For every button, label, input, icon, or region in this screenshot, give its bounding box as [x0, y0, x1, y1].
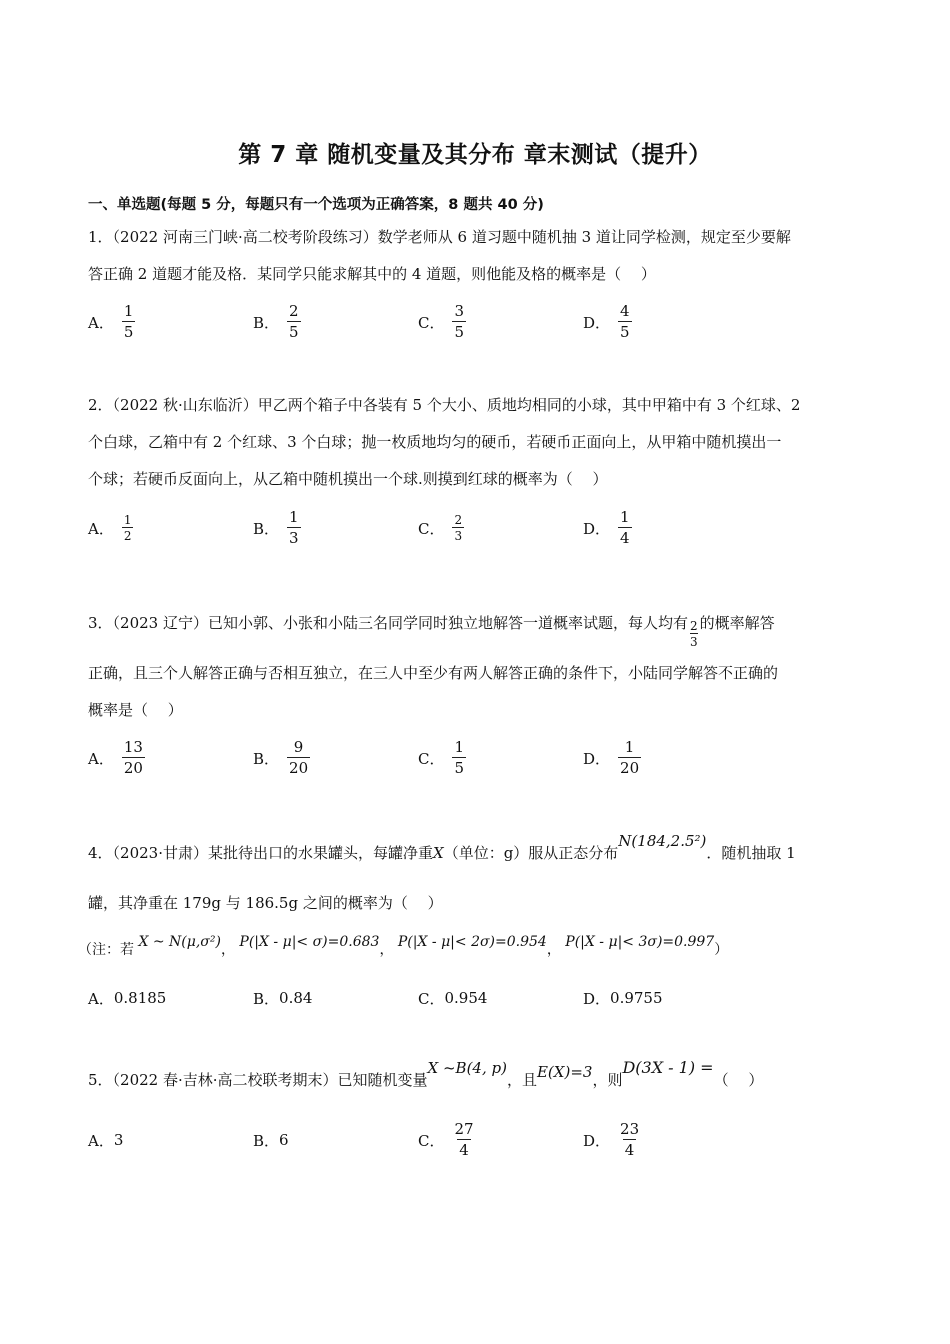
math-normal-distribution: N(184,2.5²): [618, 832, 707, 850]
q5-line-text: 5．（2022 春·吉林·高二校联考期末）已知随机变量: [88, 1071, 428, 1089]
option-label: B．: [253, 749, 280, 768]
q1-line-1: 1．（2022 河南三门峡·高二校考阶段练习）数学老师从 6 道习题中随机抽 3 道让同学检测，规定至少要解: [88, 228, 791, 246]
section-heading: 一、单选题(每题 5 分，每题只有一个选项为正确答案，8 题共 40 分): [88, 197, 544, 213]
math-binomial: X ~B(4, p): [427, 1059, 507, 1077]
option-value: 0.9755: [610, 989, 663, 1007]
q2-option-b: [253, 503, 301, 553]
q4-option-d: [583, 973, 663, 1023]
q2-line-1: 2．（2022 秋·山东临沂）甲乙两个箱子中各装有 5 个大小、质地均相同的小球，其中甲箱中有 3 个红球、2: [88, 396, 801, 414]
option-label: B．: [253, 313, 280, 332]
math-prob-3sigma: P(|X - μ|< 3σ)=0.997: [565, 934, 715, 950]
option-value: 0.8185: [113, 989, 167, 1007]
q5-option-c: [418, 1115, 476, 1165]
option-label: A．: [88, 313, 114, 332]
q5-line-tail: （ ）: [713, 1071, 764, 1089]
fraction: $\frac{1}{2}$: [123, 513, 132, 543]
note-end: ）: [714, 942, 729, 958]
fraction: $\frac{1}{3}$: [289, 508, 299, 547]
fraction: $\frac{4}{5}$: [620, 302, 630, 341]
option-label: C．: [418, 519, 445, 538]
q5-line-mid: ，且: [506, 1071, 537, 1089]
q5-option-a: [88, 1115, 123, 1165]
option-label: B．: [253, 989, 280, 1008]
fraction: $\frac{2}{5}$: [289, 302, 299, 341]
q2-line-2: 个白球，乙箱中有 2 个红球、3 个白球；抛一枚质地均匀的硬币，若硬币正面向上，从甲箱中随机摸出一: [88, 433, 782, 451]
fraction: $\frac{1}{5}$: [123, 302, 134, 341]
option-label: A．: [88, 1131, 114, 1150]
option-label: B．: [253, 519, 280, 538]
math-variance: D(3X - 1) =: [622, 1058, 714, 1077]
fraction: $\frac{1}{4}$: [620, 508, 630, 547]
q1-option-b: [253, 297, 301, 347]
option-value: 6: [279, 1131, 289, 1149]
q4-option-b: [253, 973, 312, 1023]
option-label: A．: [88, 749, 114, 768]
q1-option-a: [88, 297, 135, 347]
q4-note: [78, 934, 729, 960]
fraction: $\frac{1}{20}$: [620, 738, 640, 777]
fraction: $\frac{3}{5}$: [454, 302, 465, 341]
q2-option-d: [583, 503, 632, 553]
note-separator: ，: [220, 942, 235, 958]
math-variable: X: [433, 844, 444, 862]
q3-line-3: 概率是（ ）: [88, 701, 183, 719]
note-separator: ，: [379, 942, 394, 958]
fraction: $\frac{23}{4}$: [620, 1120, 640, 1159]
q3-line-1: [88, 613, 775, 654]
math-prob-2sigma: P(|X - μ|< 2σ)=0.954: [397, 934, 547, 950]
q4-line-1: [88, 832, 796, 863]
option-label: C．: [418, 1131, 445, 1150]
q4-option-a: [88, 973, 166, 1023]
option-label: D．: [583, 519, 611, 538]
q3-option-b: [253, 733, 310, 783]
q5-line: [88, 1058, 764, 1090]
option-label: C．: [418, 313, 445, 332]
option-label: A．: [88, 989, 114, 1008]
q4-options: [88, 973, 788, 1023]
option-label: D．: [583, 1131, 611, 1150]
q3-line-1-text: 3．（2023 辽宁）已知小郭、小张和小陆三名同学同时独立地解答一道概率试题，每人均有: [88, 614, 688, 632]
q3-option-a: [88, 733, 145, 783]
q1-options: [88, 297, 788, 347]
q5-line-mid-2: ，则: [592, 1071, 623, 1089]
math-prob-1sigma: P(|X - μ|< σ)=0.683: [239, 934, 380, 950]
q2-options: [88, 503, 788, 553]
q2-line-3: 个球；若硬币反面向上，从乙箱中随机摸出一个球.则摸到红球的概率为（ ）: [88, 470, 608, 488]
q5-option-b: [253, 1115, 289, 1165]
option-label: A．: [88, 519, 114, 538]
q1-option-c: [418, 297, 466, 347]
q4-line-1-text: 4．（2023·甘肃）某批待出口的水果罐头，每罐净重: [88, 844, 433, 862]
fraction: $\frac{2}{3}$: [454, 513, 463, 543]
note-prefix: （注：若: [78, 942, 134, 958]
q2-option-c: [418, 503, 464, 553]
option-label: D．: [583, 313, 611, 332]
note-separator: ，: [546, 942, 561, 958]
math-note-distribution: X ~ N(μ,σ²): [138, 934, 221, 950]
option-label: C．: [418, 749, 445, 768]
math-expectation: E(X)=3: [536, 1063, 593, 1081]
option-label: C．: [418, 989, 445, 1008]
q4-line-1-mid: （单位：g）服从正态分布: [443, 844, 619, 862]
option-value: 0.954: [444, 989, 488, 1007]
q5-option-d: [583, 1115, 641, 1165]
q4-line-1-tail: ．随机抽取 1: [706, 844, 796, 862]
q3-line-1-tail: 的概率解答: [699, 614, 775, 632]
option-label: B．: [253, 1131, 280, 1150]
fraction: $\frac{1}{5}$: [454, 738, 465, 777]
q3-options: [88, 733, 788, 783]
fraction: $\frac{9}{20}$: [289, 738, 309, 777]
q3-option-c: [418, 733, 466, 783]
inline-fraction: $\frac{2}{3}$: [690, 619, 698, 649]
q1-option-d: [583, 297, 632, 347]
q1-line-2: 答正确 2 道题才能及格．某同学只能求解其中的 4 道题，则他能及格的概率是（ ）: [88, 265, 656, 283]
q4-line-2: 罐，其净重在 179g 与 186.5g 之间的概率为（ ）: [88, 894, 443, 912]
fraction: $\frac{13}{20}$: [123, 738, 143, 777]
q5-options: [88, 1115, 788, 1165]
q3-line-2: 正确，且三个人解答正确与否相互独立，在三人中至少有两人解答正确的条件下，小陆同学解答不正确的: [88, 664, 779, 682]
q3-option-d: [583, 733, 641, 783]
q4-option-c: [418, 973, 487, 1023]
option-label: D．: [583, 749, 611, 768]
page-title: 第 7 章 随机变量及其分布 章末测试（提升）: [238, 142, 712, 168]
fraction: $\frac{27}{4}$: [454, 1120, 474, 1159]
q2-option-a: [88, 503, 133, 553]
option-value: 0.84: [279, 989, 313, 1007]
option-label: D．: [583, 989, 611, 1008]
option-value: 3: [113, 1131, 124, 1149]
